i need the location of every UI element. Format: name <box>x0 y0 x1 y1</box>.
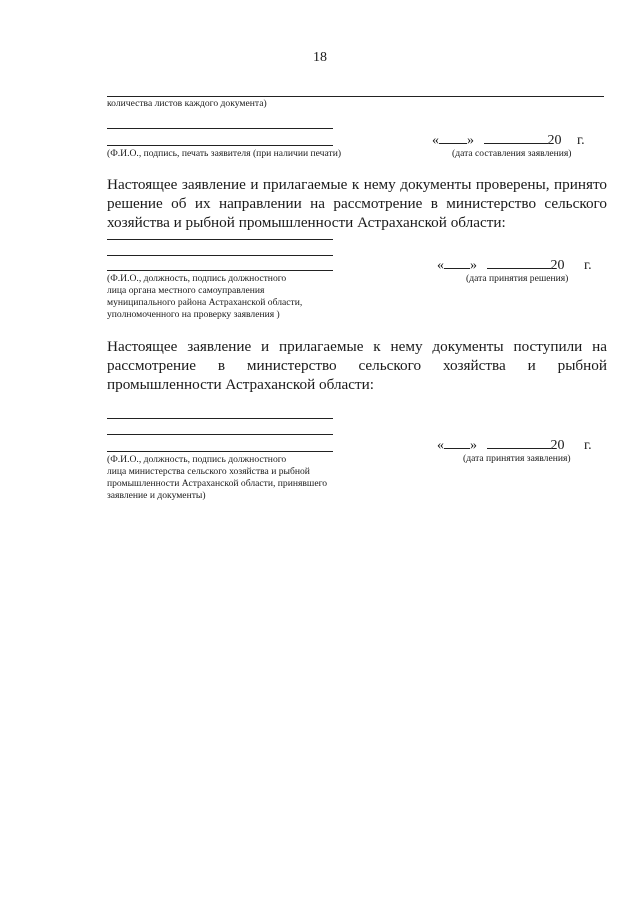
date-year-prefix: 20 <box>547 133 562 148</box>
caption-line: лица министерства сельского хозяйства и рыбной <box>107 466 310 477</box>
caption-line: промышленности Астраханской области, принявшего <box>107 478 328 489</box>
official-sign-line-1 <box>107 239 333 240</box>
date-month-blank <box>487 256 551 269</box>
date-month-blank <box>484 131 548 144</box>
applicant-sign-line-1 <box>107 128 333 129</box>
ministry-sign-line-1 <box>107 418 333 419</box>
top-caption: количества листов каждого документа) <box>107 98 267 109</box>
ministry-sign-line-3 <box>107 451 333 452</box>
caption-line: муниципального района Астраханской области, <box>107 297 303 308</box>
verification-paragraph: Настоящее заявление и прилагаемые к нему документы проверены, принято решение об их направлении на рассмотрение в министерство сельского хозяйства и рыбной промышленности Астраханской области: <box>107 176 607 231</box>
date-year-suffix: г. <box>577 133 585 148</box>
date-open-quote: « <box>437 438 444 453</box>
date-year-suffix: г. <box>584 258 592 273</box>
caption-line: (Ф.И.О., должность, подпись должностного <box>107 273 287 284</box>
page-number: 18 <box>313 50 327 65</box>
date-year-prefix: 20 <box>550 258 565 273</box>
receipt-paragraph: Настоящее заявление и прилагаемые к нему документы поступили на рассмотрение в министерство сельского хозяйства и рыбной промышленности Астраханской области: <box>107 338 607 393</box>
date-close-quote: » <box>467 133 474 148</box>
date-close-quote: » <box>470 258 477 273</box>
date-open-quote: « <box>432 133 439 148</box>
date-day-blank <box>444 256 470 269</box>
applicant-sign-caption: (Ф.И.О., подпись, печать заявителя (при наличии печати) <box>107 148 342 159</box>
date-year-suffix: г. <box>584 438 592 453</box>
receipt-date-field <box>437 436 592 454</box>
caption-line: заявление и документы) <box>107 490 206 501</box>
date-month-blank <box>487 436 551 449</box>
ministry-sign-caption <box>107 454 327 502</box>
date-close-quote: » <box>470 438 477 453</box>
decision-date-field <box>437 256 592 274</box>
caption-line: уполномоченного на проверку заявления ) <box>107 309 280 320</box>
ministry-sign-line-2 <box>107 434 333 435</box>
date-day-blank <box>439 131 467 144</box>
applicant-sign-line-2 <box>107 145 333 146</box>
date-day-blank <box>444 436 470 449</box>
date-year-prefix: 20 <box>550 438 565 453</box>
caption-line: лица органа местного самоуправления <box>107 285 265 296</box>
decision-date-caption: (дата принятия решения) <box>466 273 569 284</box>
official-sign-line-2 <box>107 255 333 256</box>
top-rule <box>107 96 604 97</box>
date-open-quote: « <box>437 258 444 273</box>
composition-date-caption: (дата составления заявления) <box>452 148 572 159</box>
official-sign-caption <box>107 273 302 321</box>
caption-line: (Ф.И.О., должность, подпись должностного <box>107 454 287 465</box>
receipt-date-caption: (дата принятия заявления) <box>463 453 571 464</box>
composition-date-field <box>432 131 585 149</box>
official-sign-line-3 <box>107 270 333 271</box>
